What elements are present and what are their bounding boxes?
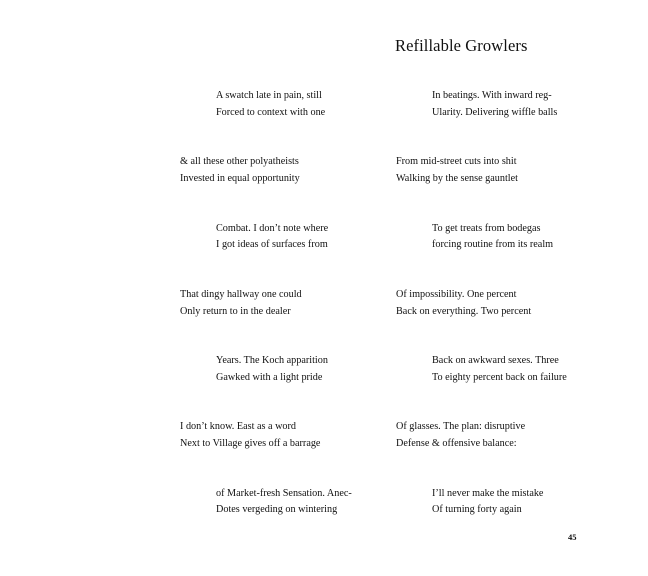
right-line-6: forcing routine from its realm — [432, 239, 554, 250]
left-line-2: Forced to context with one — [216, 107, 326, 118]
right-line-12: Defense & offensive balance: — [396, 438, 517, 449]
left-line-1: A swatch late in pain, still — [216, 90, 322, 101]
left-line-6: I got ideas of surfaces from — [216, 239, 328, 250]
right-line-9: Back on awkward sexes. Three — [432, 355, 559, 366]
left-line-3: & all these other polyatheists — [180, 156, 299, 167]
left-line-12: Next to Village gives off a barrage — [180, 438, 321, 449]
left-line-13: of Market-fresh Sensation. Anec- — [216, 488, 352, 499]
left-line-5: Combat. I don’t note where — [216, 223, 329, 234]
left-line-7: That dingy hallway one could — [180, 289, 302, 300]
right-line-10: To eighty percent back on failure — [432, 372, 567, 383]
right-line-11: Of glasses. The plan: disruptive — [396, 421, 526, 432]
left-line-10: Gawked with a light pride — [216, 372, 323, 383]
left-line-8: Only return to in the dealer — [180, 306, 291, 317]
right-line-13: I’ll never make the mistake — [432, 488, 544, 499]
left-line-11: I don’t know. East as a word — [180, 421, 297, 432]
right-line-1: In beatings. With inward reg- — [432, 90, 552, 101]
left-line-9: Years. The Koch apparition — [216, 355, 328, 366]
right-line-2: Ularity. Delivering wiffle balls — [432, 107, 558, 118]
left-line-14: Dotes vergeding on wintering — [216, 504, 338, 515]
right-line-7: Of impossibility. One percent — [396, 289, 517, 300]
right-line-4: Walking by the sense gauntlet — [396, 173, 518, 184]
right-line-5: To get treats from bodegas — [432, 223, 541, 234]
left-line-4: Invested in equal opportunity — [180, 173, 300, 184]
page-number: 45 — [568, 532, 577, 542]
poem-title: Refillable Growlers — [395, 36, 528, 55]
right-line-8: Back on everything. Two percent — [396, 306, 532, 317]
right-line-3: From mid-street cuts into shit — [396, 156, 517, 167]
right-line-14: Of turning forty again — [432, 504, 522, 515]
